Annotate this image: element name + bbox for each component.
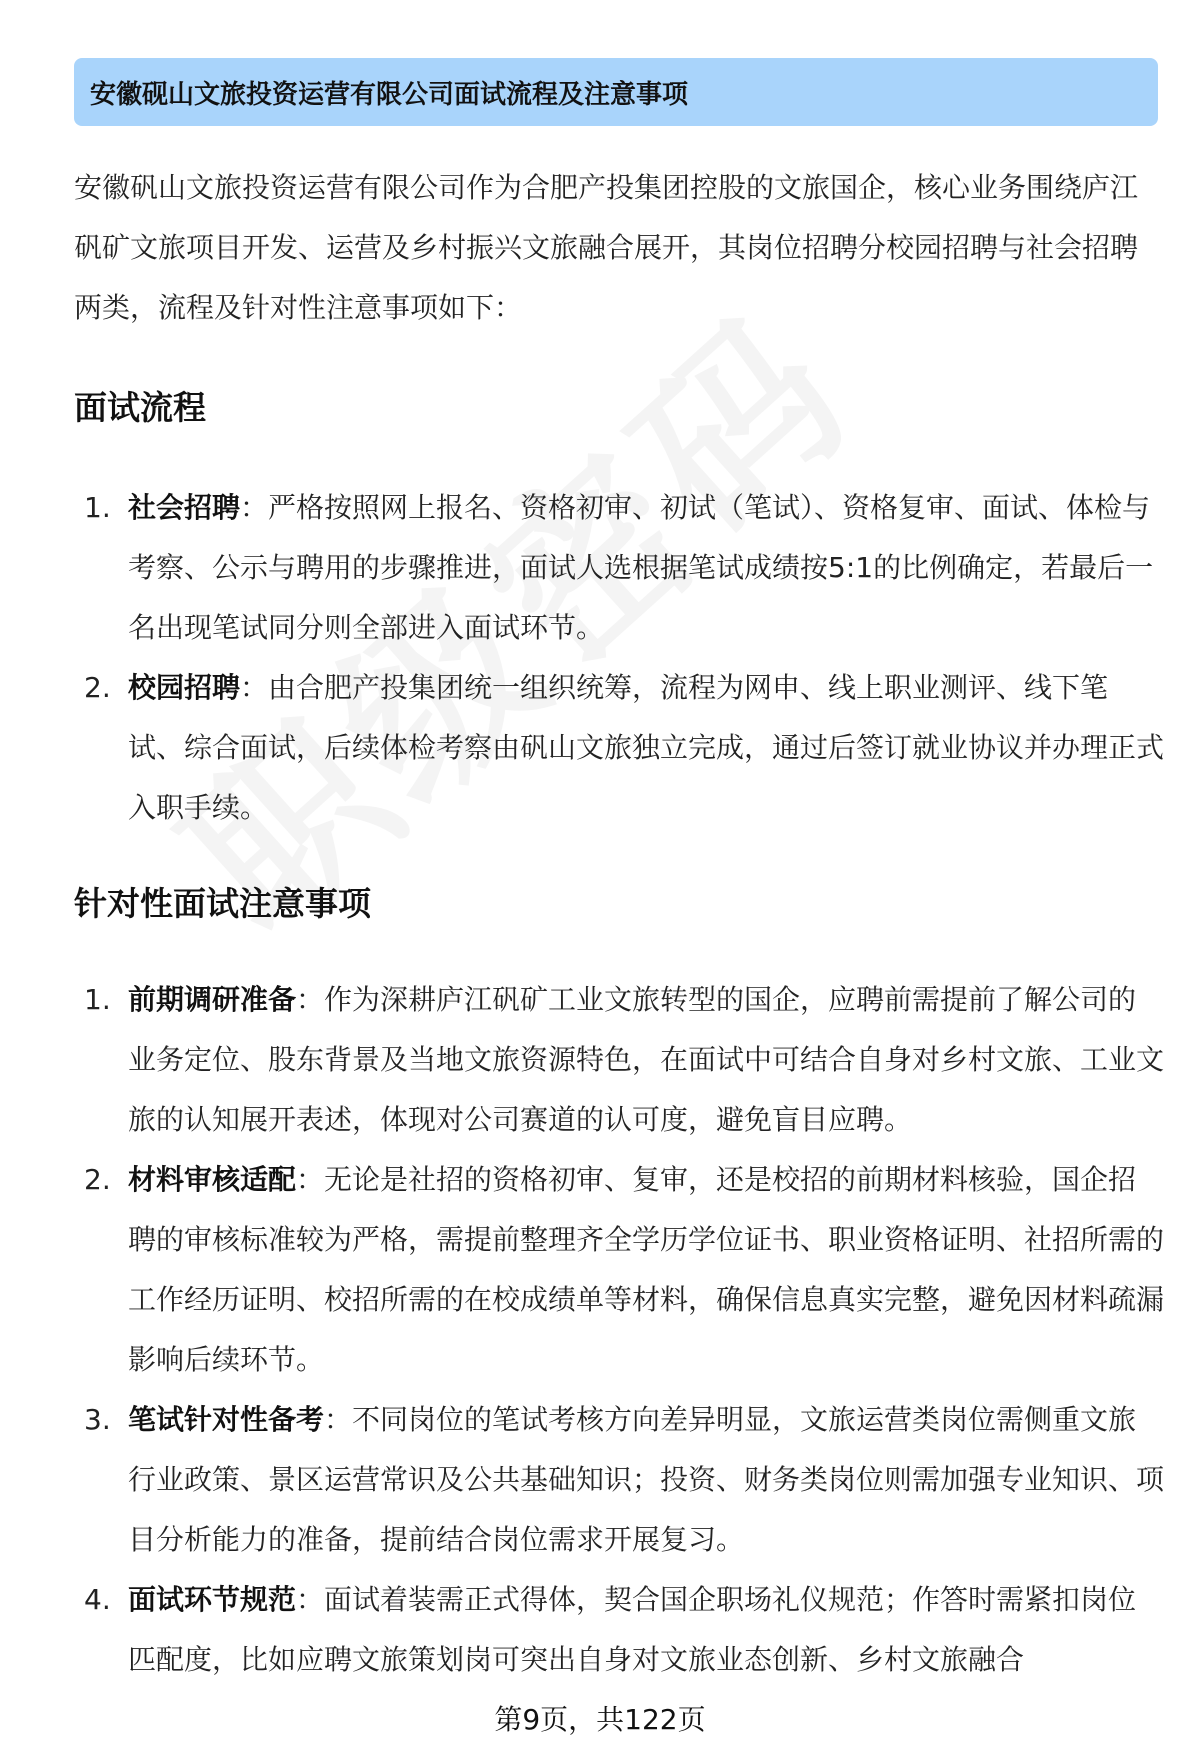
title-bar: [74, 58, 1158, 126]
section-heading-process: 面试流程: [74, 388, 206, 427]
list-item-number: 4.: [84, 1583, 111, 1616]
list-item: [74, 478, 1164, 658]
section-heading-notes: 针对性面试注意事项: [74, 884, 371, 923]
list-item: [74, 1570, 1164, 1690]
list-item-number: 1.: [84, 491, 111, 524]
process-list: [74, 478, 1164, 838]
list-item-term: 材料审核适配: [128, 1163, 297, 1196]
list-item-text: ：面试着装需正式得体，契合国企职场礼仪规范；作答时需紧扣岗位匹配度，比如应聘文旅策划岗可突出自身对文旅业态创新、乡村文旅融合: [128, 1583, 1137, 1676]
list-item-term: 面试环节规范: [128, 1583, 297, 1616]
list-item-number: 3.: [84, 1403, 111, 1436]
list-item-term: 社会招聘: [128, 491, 241, 524]
list-item-text: ：不同岗位的笔试考核方向差异明显，文旅运营类岗位需侧重文旅行业政策、景区运营常识及公共基础知识；投资、财务类岗位则需加强专业知识、项目分析能力的准备，提前结合岗位需求开展复习。: [128, 1403, 1165, 1556]
page-title: 安徽砚山文旅投资运营有限公司面试流程及注意事项: [90, 79, 689, 110]
list-item: [74, 1150, 1164, 1390]
list-item: [74, 1390, 1164, 1570]
list-item-text: ：作为深耕庐江矾矿工业文旅转型的国企，应聘前需提前了解公司的业务定位、股东背景及当地文旅资源特色，在面试中可结合自身对乡村文旅、工业文旅的认知展开表述，体现对公司赛道的认可度，避免盲目应聘。: [128, 983, 1165, 1136]
list-item-text: ：由合肥产投集团统一组织统筹，流程为网申、线上职业测评、线下笔试、综合面试，后续体检考察由矾山文旅独立完成，通过后签订就业协议并办理正式入职手续。: [128, 671, 1165, 824]
list-item-text: ：无论是社招的资格初审、复审，还是校招的前期材料核验，国企招聘的审核标准较为严格，需提前整理齐全学历学位证书、职业资格证明、社招所需的工作经历证明、校招所需的在校成绩单等材料，确保信息真实完整，避免因材料疏漏影响后续环节。: [128, 1163, 1165, 1376]
list-item-number: 2.: [84, 1163, 111, 1196]
list-item: [74, 970, 1164, 1150]
list-item: [74, 658, 1164, 838]
page-number: 第9页，共122页: [494, 1703, 706, 1736]
list-item-term: 笔试针对性备考: [128, 1403, 325, 1436]
intro-paragraph: 安徽矾山文旅投资运营有限公司作为合肥产投集团控股的文旅国企，核心业务围绕庐江矾矿文旅项目开发、运营及乡村振兴文旅融合展开，其岗位招聘分校园招聘与社会招聘两类，流程及针对性注意事项如下：: [74, 171, 1139, 324]
list-item-term: 前期调研准备: [128, 983, 297, 1016]
list-item-text: ：严格按照网上报名、资格初审、初试（笔试）、资格复审、面试、体检与考察、公示与聘用的步骤推进，面试人选根据笔试成绩按5:1的比例确定，若最后一名出现笔试同分则全部进入面试环节。: [128, 491, 1154, 644]
list-item-term: 校园招聘: [128, 671, 241, 704]
list-item-number: 1.: [84, 983, 111, 1016]
notes-list: [74, 970, 1164, 1690]
list-item-number: 2.: [84, 671, 111, 704]
